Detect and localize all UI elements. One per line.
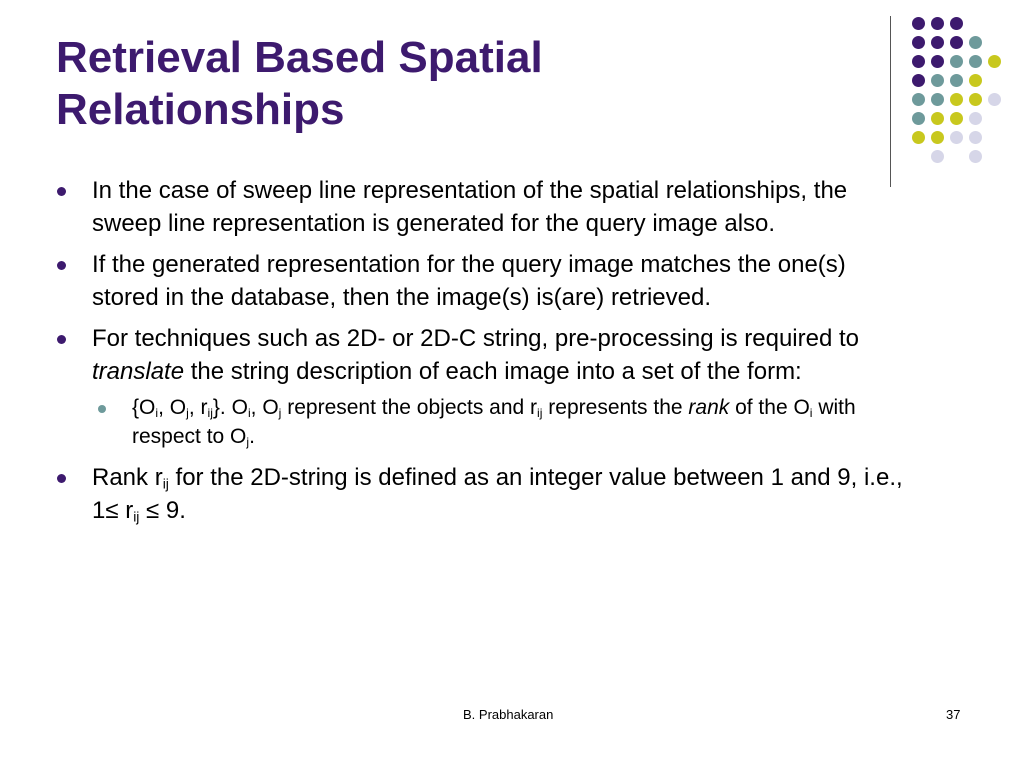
subscript: j — [246, 435, 250, 450]
decor-dot — [950, 36, 963, 49]
subscript: ij — [537, 406, 543, 421]
decor-dot — [931, 55, 944, 68]
decor-dot — [931, 93, 944, 106]
bullet-sweep-line — [56, 174, 906, 240]
bullet-rank-definition — [56, 461, 906, 527]
decor-dot — [950, 131, 963, 144]
slide-title-line-2: Relationships — [56, 85, 345, 134]
bullet-text: for the 2D-string is defined as an integer value between 1 and 9, i.e., 1≤ r — [92, 464, 903, 524]
decor-dot — [950, 74, 963, 87]
bullet-text: In the case of sweep line representation of the spatial relationships, the sweep line representation is generated for the query image also. — [92, 177, 848, 237]
page-number: 37 — [946, 707, 961, 722]
decor-dot — [912, 93, 925, 106]
sub-text: , O — [158, 396, 187, 419]
bullet-text: ≤ 9. — [139, 497, 186, 524]
subscript: j — [186, 406, 189, 421]
footer-author: B. Prabhakaran — [463, 707, 554, 722]
subscript: ij — [162, 475, 169, 492]
decor-dot — [912, 74, 925, 87]
decor-dot — [969, 36, 982, 49]
decor-dot — [950, 17, 963, 30]
subscript: ij — [207, 406, 213, 421]
subscript: i — [809, 406, 813, 421]
decor-dot — [931, 150, 944, 163]
decor-dot — [912, 36, 925, 49]
decor-dot — [969, 150, 982, 163]
decor-dot — [912, 112, 925, 125]
sub-text: represents the — [542, 396, 689, 419]
sub-text: of the O — [729, 396, 810, 419]
decor-dot — [912, 131, 925, 144]
sub-text: {O — [132, 396, 156, 419]
subscript: j — [278, 406, 282, 421]
decor-dot — [988, 93, 1001, 106]
emphasis-translate: translate — [92, 358, 185, 385]
decor-dot — [912, 55, 925, 68]
emphasis-rank: rank — [688, 396, 730, 419]
subscript: ij — [133, 508, 140, 525]
bullet-text: the string description of each image into a set of the form: — [184, 358, 802, 385]
decor-dot — [969, 93, 982, 106]
decor-dot — [931, 112, 944, 125]
bullet-query-match — [56, 248, 906, 314]
sub-bullet-set-form — [56, 393, 906, 451]
decor-dot — [950, 93, 963, 106]
decor-dot — [969, 112, 982, 125]
subscript: i — [155, 406, 159, 421]
decor-dot — [950, 112, 963, 125]
bullet-text: For techniques such as 2D- or 2D-C string, pre-processing is required to — [92, 325, 859, 352]
decor-dot — [969, 55, 982, 68]
subscript: i — [247, 406, 251, 421]
slide-title — [56, 32, 856, 136]
bullet-preprocessing — [56, 322, 906, 388]
sub-text: with respect to O — [132, 396, 856, 448]
bullet-text: Rank r — [92, 464, 163, 491]
sub-text: represent the objects and r — [281, 396, 538, 419]
decor-dot — [988, 55, 1001, 68]
decor-dot — [912, 17, 925, 30]
decor-dot — [969, 74, 982, 87]
slide-title-line-1: Retrieval Based Spatial — [56, 33, 543, 82]
vertical-divider — [890, 16, 891, 187]
decor-dot — [969, 131, 982, 144]
decor-dot — [931, 74, 944, 87]
decor-dot — [950, 55, 963, 68]
decor-dot — [931, 131, 944, 144]
sub-text: . — [249, 425, 255, 448]
sub-text: , r — [188, 396, 208, 419]
sub-text: }. O — [212, 396, 248, 419]
bullet-text: If the generated representation for the query image matches the one(s) stored in the database, then the image(s) is(are) retrieved. — [92, 251, 846, 311]
sub-text: , O — [250, 396, 279, 419]
decor-dot — [931, 36, 944, 49]
decor-dot — [931, 17, 944, 30]
slide-body — [56, 174, 906, 535]
